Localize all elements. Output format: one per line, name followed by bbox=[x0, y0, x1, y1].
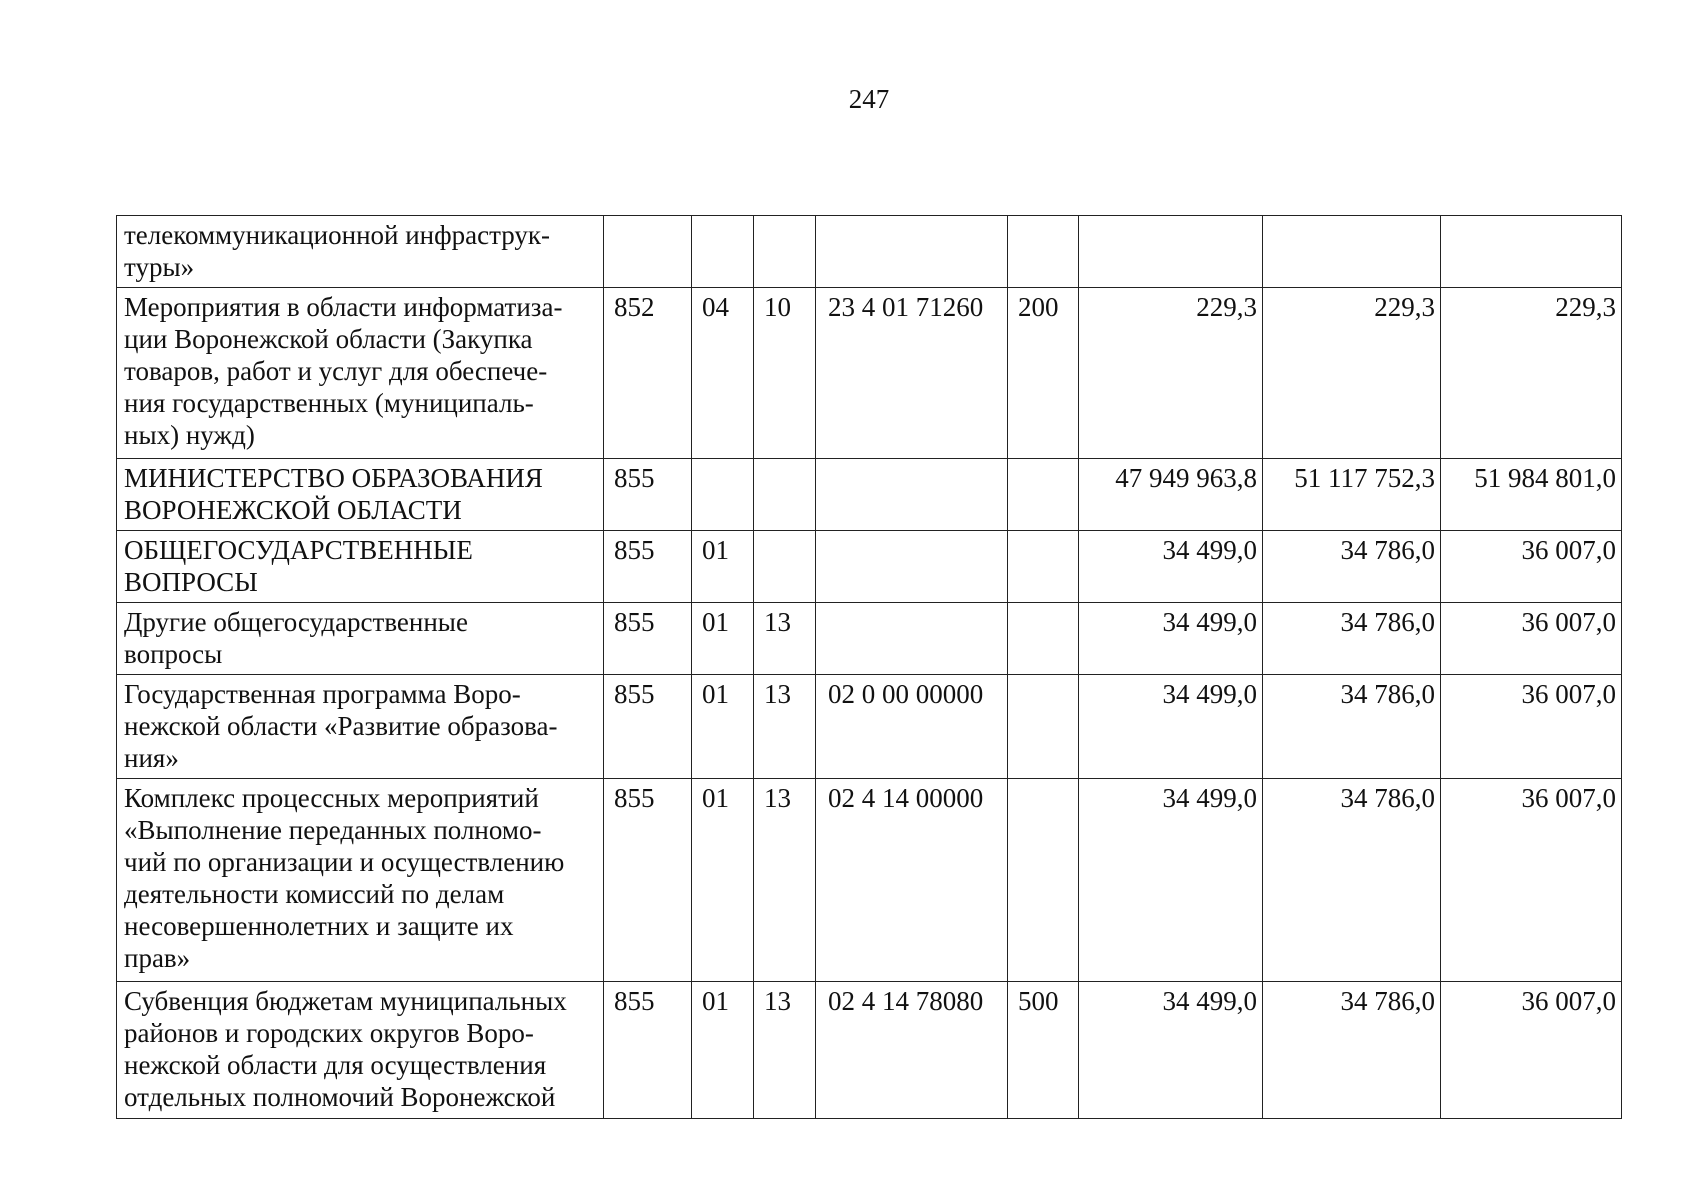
amount-year1-cell: 34 499,0 bbox=[1079, 531, 1263, 603]
target-article-cell: 02 4 14 78080 bbox=[816, 982, 1008, 1119]
table-row bbox=[117, 459, 1622, 531]
amount-year2-cell: 34 786,0 bbox=[1263, 675, 1441, 779]
row-name-cell: Мероприятия в области информатиза- ции Воронежской области (Закупка товаров, работ и услуг для обеспече- ния государственных (муниципаль- ных) нужд) bbox=[117, 288, 604, 459]
section-cell: 04 bbox=[692, 288, 754, 459]
page-number: 247 bbox=[848, 84, 890, 114]
subsection-cell: 10 bbox=[754, 288, 816, 459]
amount-year1-cell: 34 499,0 bbox=[1079, 779, 1263, 982]
expense-type-cell bbox=[1008, 459, 1079, 531]
expense-type-cell: 500 bbox=[1008, 982, 1079, 1119]
amount-year2-cell: 34 786,0 bbox=[1263, 603, 1441, 675]
amount-year3-cell: 229,3 bbox=[1441, 288, 1622, 459]
subsection-cell: 13 bbox=[754, 982, 816, 1119]
amount-year2-cell: 34 786,0 bbox=[1263, 531, 1441, 603]
amount-year2-cell bbox=[1263, 216, 1441, 288]
table-row bbox=[117, 216, 1622, 288]
row-name-cell: Субвенция бюджетам муниципальных районов и городских округов Воро- нежской области для осуществления отдельных полномочий Воронежской bbox=[117, 982, 604, 1119]
amount-year1-cell: 34 499,0 bbox=[1079, 603, 1263, 675]
expense-type-cell bbox=[1008, 603, 1079, 675]
target-article-cell bbox=[816, 216, 1008, 288]
section-cell: 01 bbox=[692, 982, 754, 1119]
budget-table bbox=[116, 215, 1622, 1119]
grbs-cell: 855 bbox=[604, 603, 692, 675]
amount-year3-cell: 36 007,0 bbox=[1441, 603, 1622, 675]
amount-year1-cell: 229,3 bbox=[1079, 288, 1263, 459]
table-row bbox=[117, 603, 1622, 675]
section-cell: 01 bbox=[692, 675, 754, 779]
subsection-cell: 13 bbox=[754, 603, 816, 675]
amount-year2-cell: 229,3 bbox=[1263, 288, 1441, 459]
row-name-cell: Комплекс процессных мероприятий «Выполнение переданных полномо- чий по организации и осуществлению деятельности комиссий по делам несовершеннолетних и защите их прав» bbox=[117, 779, 604, 982]
amount-year1-cell: 34 499,0 bbox=[1079, 982, 1263, 1119]
section-cell bbox=[692, 216, 754, 288]
section-cell: 01 bbox=[692, 779, 754, 982]
subsection-cell: 13 bbox=[754, 779, 816, 982]
amount-year3-cell: 36 007,0 bbox=[1441, 982, 1622, 1119]
grbs-cell: 855 bbox=[604, 459, 692, 531]
amount-year2-cell: 34 786,0 bbox=[1263, 779, 1441, 982]
grbs-cell: 855 bbox=[604, 531, 692, 603]
subsection-cell bbox=[754, 459, 816, 531]
table-row bbox=[117, 531, 1622, 603]
amount-year3-cell: 36 007,0 bbox=[1441, 779, 1622, 982]
target-article-cell: 23 4 01 71260 bbox=[816, 288, 1008, 459]
target-article-cell: 02 4 14 00000 bbox=[816, 779, 1008, 982]
grbs-cell: 855 bbox=[604, 675, 692, 779]
target-article-cell bbox=[816, 459, 1008, 531]
table-row bbox=[117, 779, 1622, 982]
amount-year2-cell: 34 786,0 bbox=[1263, 982, 1441, 1119]
amount-year3-cell bbox=[1441, 216, 1622, 288]
amount-year3-cell: 36 007,0 bbox=[1441, 531, 1622, 603]
row-name-cell: телекоммуникационной инфраструк- туры» bbox=[117, 216, 604, 288]
section-cell bbox=[692, 459, 754, 531]
amount-year2-cell: 51 117 752,3 bbox=[1263, 459, 1441, 531]
section-cell: 01 bbox=[692, 531, 754, 603]
target-article-cell bbox=[816, 531, 1008, 603]
amount-year3-cell: 51 984 801,0 bbox=[1441, 459, 1622, 531]
amount-year1-cell: 34 499,0 bbox=[1079, 675, 1263, 779]
expense-type-cell bbox=[1008, 675, 1079, 779]
row-name-cell: ОБЩЕГОСУДАРСТВЕННЫЕ ВОПРОСЫ bbox=[117, 531, 604, 603]
subsection-cell bbox=[754, 216, 816, 288]
row-name-cell: Государственная программа Воро- нежской области «Развитие образова- ния» bbox=[117, 675, 604, 779]
table-row bbox=[117, 288, 1622, 459]
row-name-cell: Другие общегосударственные вопросы bbox=[117, 603, 604, 675]
amount-year1-cell: 47 949 963,8 bbox=[1079, 459, 1263, 531]
grbs-cell bbox=[604, 216, 692, 288]
target-article-cell bbox=[816, 603, 1008, 675]
expense-type-cell bbox=[1008, 216, 1079, 288]
expense-type-cell bbox=[1008, 779, 1079, 982]
amount-year3-cell: 36 007,0 bbox=[1441, 675, 1622, 779]
row-name-cell: МИНИСТЕРСТВО ОБРАЗОВАНИЯ ВОРОНЕЖСКОЙ ОБЛАСТИ bbox=[117, 459, 604, 531]
table-row bbox=[117, 982, 1622, 1119]
subsection-cell bbox=[754, 531, 816, 603]
grbs-cell: 855 bbox=[604, 779, 692, 982]
expense-type-cell: 200 bbox=[1008, 288, 1079, 459]
amount-year1-cell bbox=[1079, 216, 1263, 288]
expense-type-cell bbox=[1008, 531, 1079, 603]
target-article-cell: 02 0 00 00000 bbox=[816, 675, 1008, 779]
grbs-cell: 852 bbox=[604, 288, 692, 459]
section-cell: 01 bbox=[692, 603, 754, 675]
subsection-cell: 13 bbox=[754, 675, 816, 779]
grbs-cell: 855 bbox=[604, 982, 692, 1119]
table-row bbox=[117, 675, 1622, 779]
